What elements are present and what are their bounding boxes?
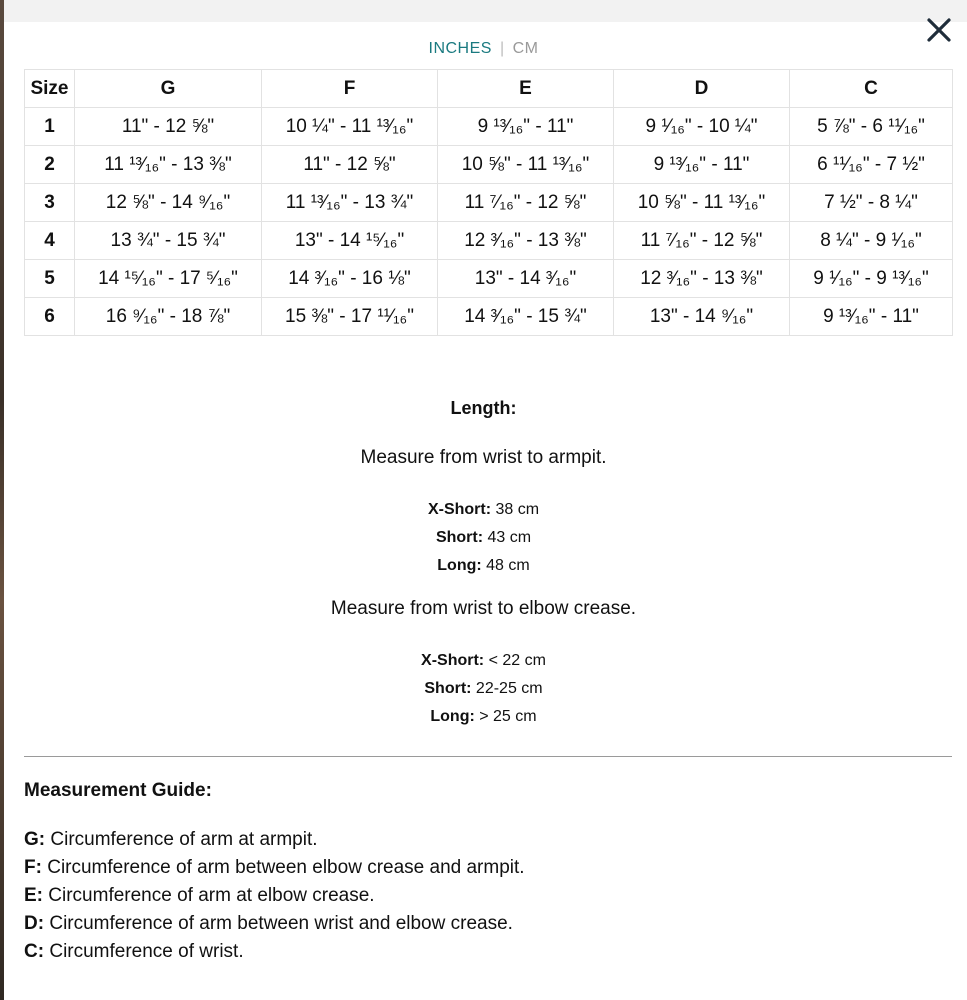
length-title: Length: xyxy=(450,398,517,418)
guide-item xyxy=(24,826,525,854)
size-cell: 5 xyxy=(25,260,75,298)
table-row xyxy=(25,184,953,222)
table-cell: 10 ¼" - 11 ¹³⁄₁₆" xyxy=(262,108,438,146)
length-option-value: 22-25 cm xyxy=(471,680,543,697)
length-option-value: 38 cm xyxy=(491,501,540,518)
column-header: E xyxy=(438,70,614,108)
unit-separator: | xyxy=(499,40,505,57)
guide-item-text: Circumference of arm at armpit. xyxy=(45,829,318,850)
table-cell: 11" - 12 ⅝" xyxy=(262,146,438,184)
guide-item-text: Circumference of arm between elbow crease and armpit. xyxy=(41,857,525,878)
guide-item-key: C: xyxy=(24,941,45,962)
table-cell: 11" - 12 ⅝" xyxy=(75,108,262,146)
table-cell: 10 ⅝" - 11 ¹³⁄₁₆" xyxy=(614,184,790,222)
guide-item xyxy=(24,882,525,910)
unit-cm-tab[interactable]: CM xyxy=(512,40,539,57)
table-cell: 11 ⁷⁄₁₆" - 12 ⅝" xyxy=(438,184,614,222)
table-cell: 9 ¹³⁄₁₆" - 11" xyxy=(438,108,614,146)
guide-item-text: Circumference of wrist. xyxy=(44,941,244,962)
guide-item xyxy=(24,938,525,966)
size-cell: 4 xyxy=(25,222,75,260)
measure-wrist-to-armpit: Measure from wrist to armpit. xyxy=(360,447,607,468)
table-cell: 14 ³⁄₁₆" - 15 ¾" xyxy=(438,298,614,336)
table-cell: 15 ⅜" - 17 ¹¹⁄₁₆" xyxy=(262,298,438,336)
length-option xyxy=(0,524,967,552)
guide-item xyxy=(24,854,525,882)
table-cell: 9 ¹³⁄₁₆" - 11" xyxy=(614,146,790,184)
table-cell: 9 ¹³⁄₁₆" - 11" xyxy=(790,298,953,336)
length-option xyxy=(0,675,967,703)
guide-item-key: G: xyxy=(24,829,46,850)
measurement-guide-list xyxy=(24,826,525,966)
table-cell: 8 ¼" - 9 ¹⁄₁₆" xyxy=(790,222,953,260)
table-cell: 7 ½" - 8 ¼" xyxy=(790,184,953,222)
table-cell: 11 ⁷⁄₁₆" - 12 ⅝" xyxy=(614,222,790,260)
length-options-armpit xyxy=(0,496,967,580)
length-option-value: < 22 cm xyxy=(484,652,546,669)
measurement-guide-title: Measurement Guide: xyxy=(24,780,212,801)
guide-item-key: E: xyxy=(24,885,43,906)
guide-item-key: F: xyxy=(24,857,42,878)
table-cell: 13" - 14 ³⁄₁₆" xyxy=(438,260,614,298)
column-header: F xyxy=(262,70,438,108)
size-cell: 6 xyxy=(25,298,75,336)
column-header: Size xyxy=(25,70,75,108)
length-options-elbow xyxy=(0,647,967,731)
table-cell: 14 ¹⁵⁄₁₆" - 17 ⁵⁄₁₆" xyxy=(75,260,262,298)
page-backdrop-top xyxy=(0,0,967,22)
length-option-value: 43 cm xyxy=(483,529,532,546)
guide-item-text: Circumference of arm between wrist and elbow crease. xyxy=(44,913,513,934)
guide-item xyxy=(24,910,525,938)
table-cell: 12 ³⁄₁₆" - 13 ⅜" xyxy=(438,222,614,260)
table-cell: 12 ³⁄₁₆" - 13 ⅜" xyxy=(614,260,790,298)
length-option xyxy=(0,647,967,675)
table-cell: 14 ³⁄₁₆" - 16 ⅛" xyxy=(262,260,438,298)
table-cell: 9 ¹⁄₁₆" - 10 ¼" xyxy=(614,108,790,146)
length-option-value: 48 cm xyxy=(481,557,530,574)
table-row xyxy=(25,260,953,298)
table-row xyxy=(25,146,953,184)
table-header-row xyxy=(25,70,953,108)
table-cell: 9 ¹⁄₁₆" - 9 ¹³⁄₁₆" xyxy=(790,260,953,298)
size-cell: 2 xyxy=(25,146,75,184)
table-cell: 11 ¹³⁄₁₆" - 13 ¾" xyxy=(262,184,438,222)
column-header: C xyxy=(790,70,953,108)
length-option-value: > 25 cm xyxy=(474,708,537,725)
length-option xyxy=(0,496,967,524)
column-header: G xyxy=(75,70,262,108)
size-cell: 1 xyxy=(25,108,75,146)
table-cell: 16 ⁹⁄₁₆" - 18 ⅞" xyxy=(75,298,262,336)
unit-toggle xyxy=(0,40,967,58)
table-row xyxy=(25,108,953,146)
guide-item-text: Circumference of arm at elbow crease. xyxy=(43,885,375,906)
table-cell: 11 ¹³⁄₁₆" - 13 ⅜" xyxy=(75,146,262,184)
unit-inches-tab[interactable]: INCHES xyxy=(428,40,492,57)
length-option xyxy=(0,552,967,580)
size-cell: 3 xyxy=(25,184,75,222)
table-cell: 10 ⅝" - 11 ¹³⁄₁₆" xyxy=(438,146,614,184)
table-cell: 12 ⅝" - 14 ⁹⁄₁₆" xyxy=(75,184,262,222)
length-option-label: Short: xyxy=(435,529,484,546)
table-cell: 13" - 14 ¹⁵⁄₁₆" xyxy=(262,222,438,260)
length-option-label: Short: xyxy=(424,680,472,697)
length-option-label: X-Short: xyxy=(427,501,492,518)
length-option xyxy=(0,703,967,731)
column-header: D xyxy=(614,70,790,108)
length-option-label: Long: xyxy=(437,557,482,574)
table-cell: 13 ¾" - 15 ¾" xyxy=(75,222,262,260)
measure-wrist-to-elbow: Measure from wrist to elbow crease. xyxy=(330,598,637,619)
table-row xyxy=(25,222,953,260)
table-row xyxy=(25,298,953,336)
length-option-label: Long: xyxy=(430,708,475,725)
table-cell: 5 ⅞" - 6 ¹¹⁄₁₆" xyxy=(790,108,953,146)
section-divider xyxy=(24,756,952,757)
guide-item-key: D: xyxy=(24,913,45,934)
length-option-label: X-Short: xyxy=(421,652,485,669)
table-cell: 13" - 14 ⁹⁄₁₆" xyxy=(614,298,790,336)
size-chart-table xyxy=(24,69,953,336)
table-cell: 6 ¹¹⁄₁₆" - 7 ½" xyxy=(790,146,953,184)
